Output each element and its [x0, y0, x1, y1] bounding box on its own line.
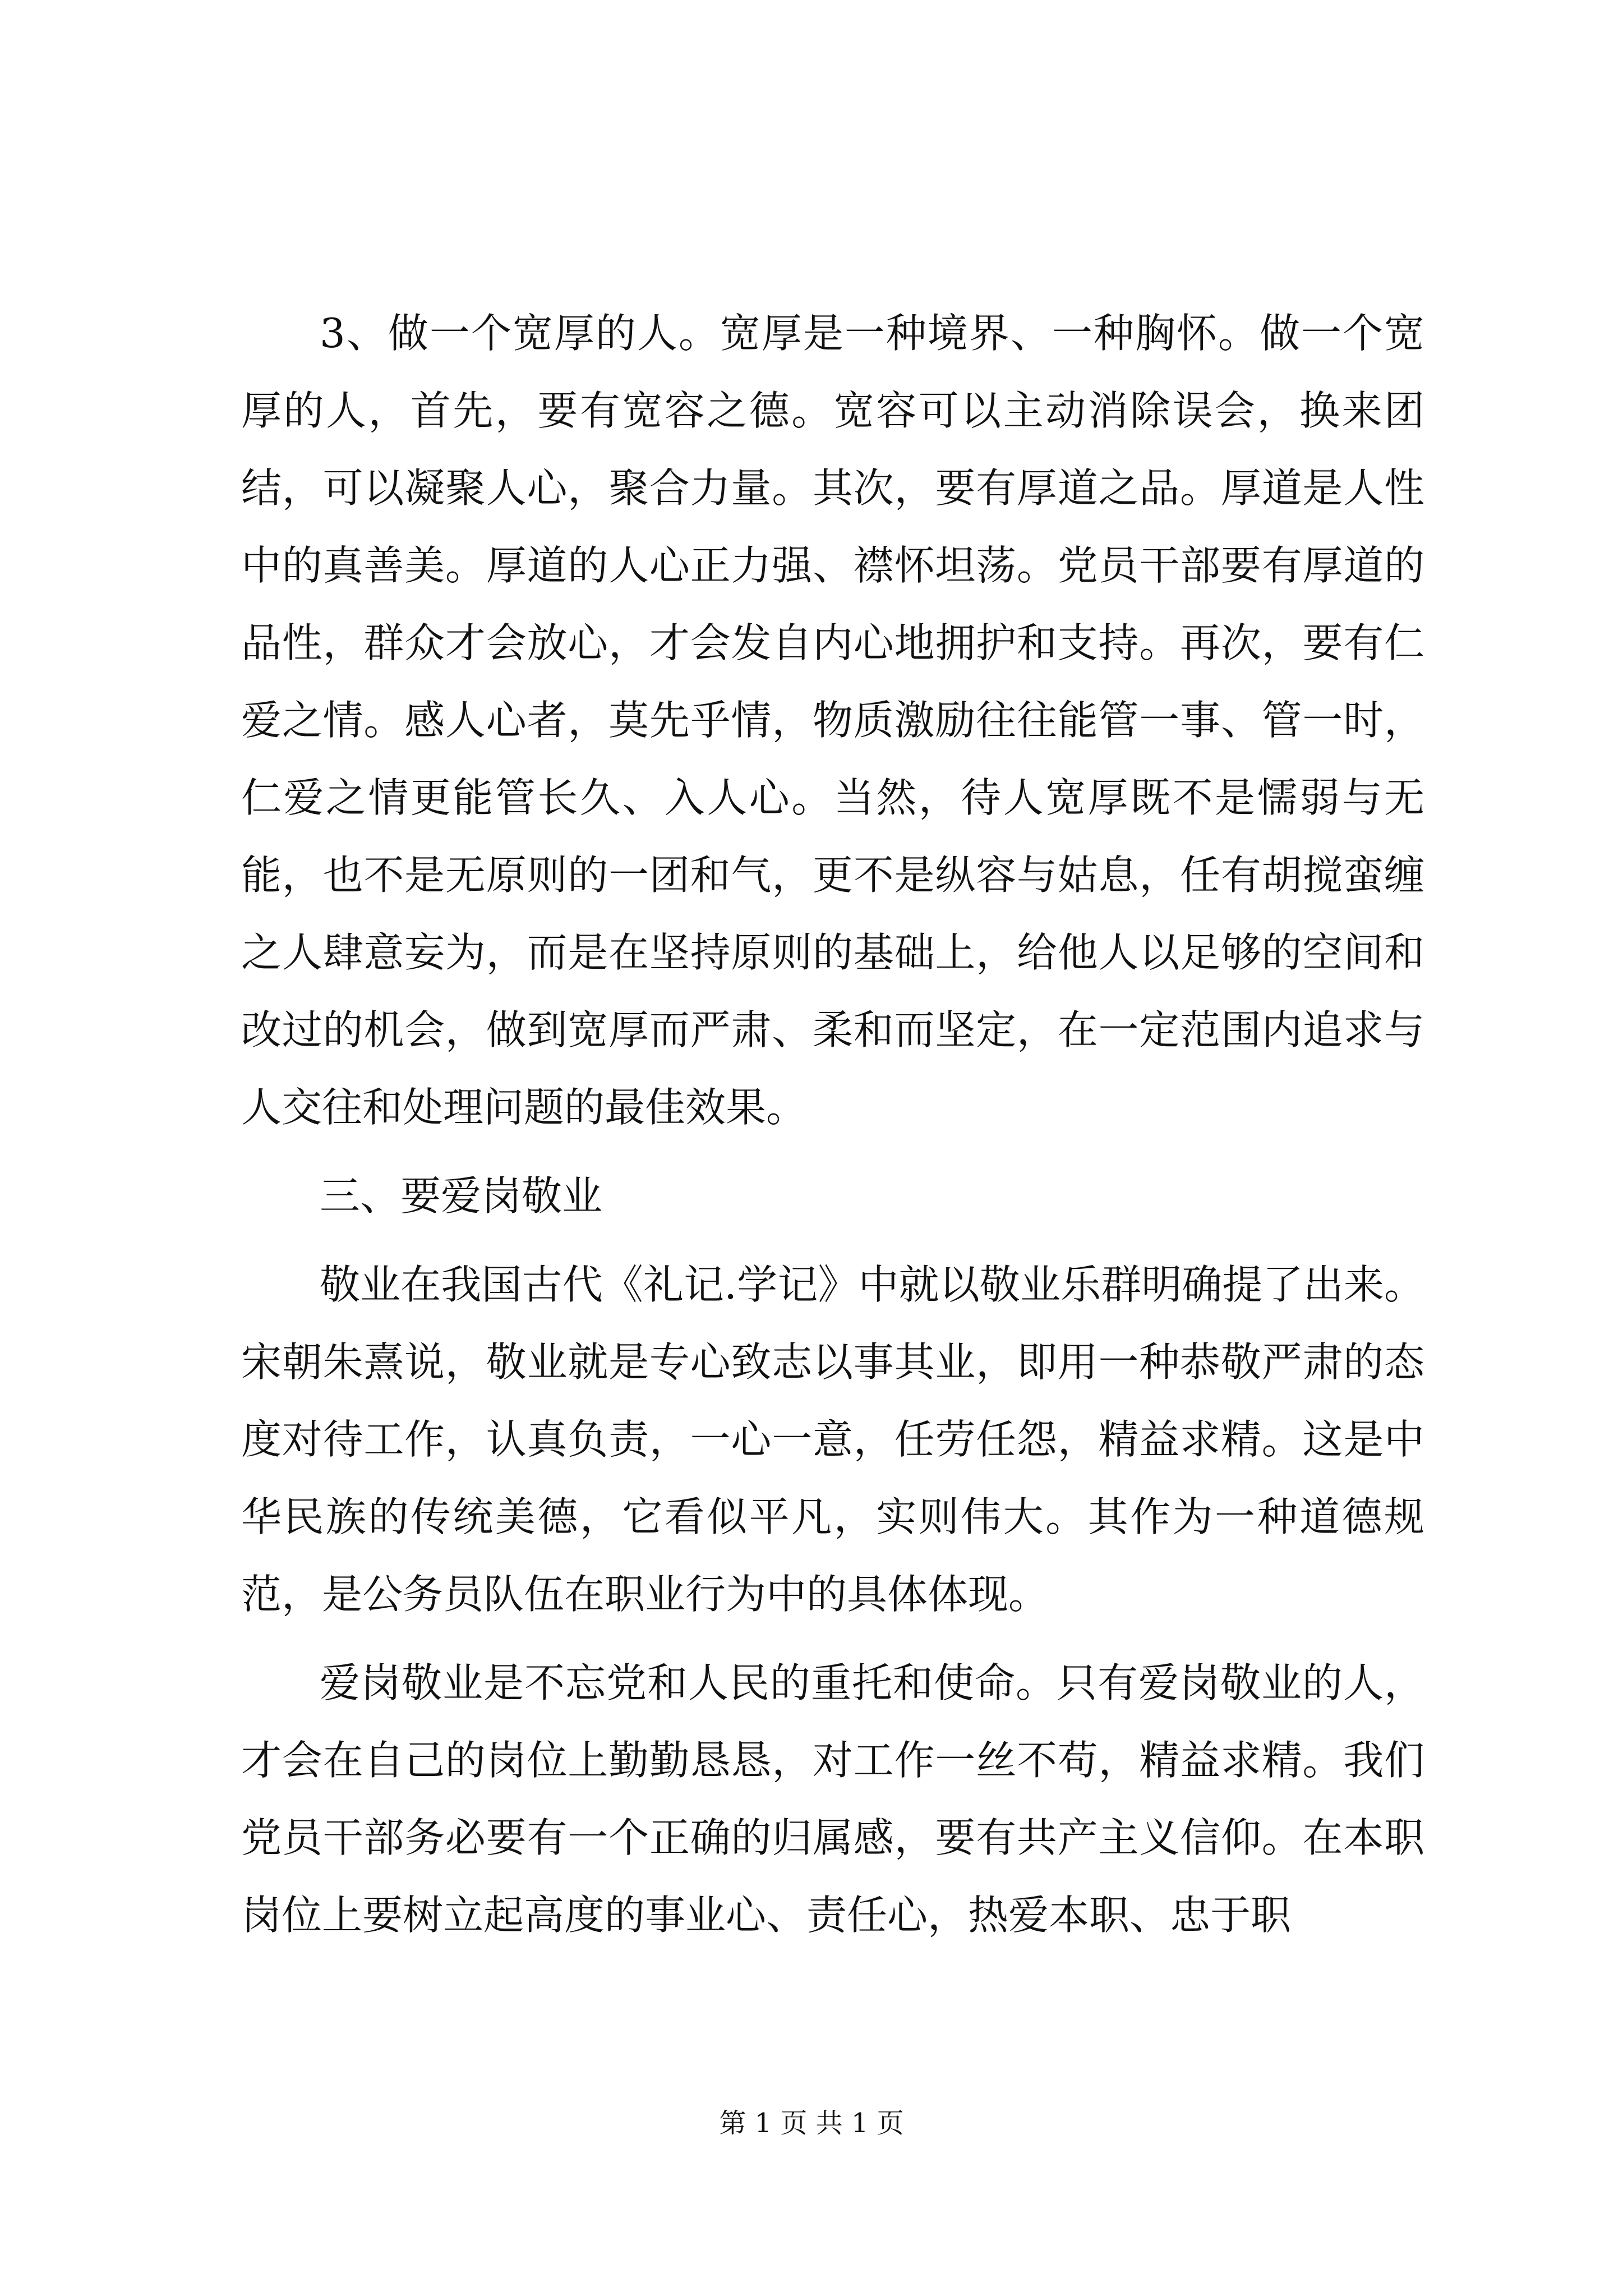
paragraph-spacer — [241, 1633, 1424, 1644]
paragraph-spacer — [241, 1146, 1424, 1157]
paragraph-broad-minded: 3、做一个宽厚的人。宽厚是一种境界、一种胸怀。做一个宽厚的人，首先，要有宽容之德。宽容可以主动消除误会，换来团结，可以凝聚人心，聚合力量。其次，要有厚道之品。厚道是人性中的真善美。厚道的人心正力强、襟怀坦荡。党员干部要有厚道的品性，群众才会放心，才会发自内心地拥护和支持。再次，要有仁爱之情。感人心者，莫先乎情，物质激励往往能管一事、管一时，仁爱之情更能管长久、入人心。当然，待人宽厚既不是懦弱与无能，也不是无原则的一团和气，更不是纵容与姑息，任有胡搅蛮缠之人肆意妄为，而是在坚持原则的基础上，给他人以足够的空间和改过的机会，做到宽厚而严肃、柔和而坚定，在一定范围内追求与人交往和处理问题的最佳效果。 — [241, 310, 1424, 1131]
page-footer: 第 1 页 共 1 页 — [719, 2108, 904, 2139]
paragraph-spacer — [241, 1235, 1424, 1246]
document-body — [241, 295, 1424, 1954]
paragraph-dedication-origin: 敬业在我国古代《礼记.学记》中就以敬业乐群明确提了出来。宋朝朱熹说，敬业就是专心致志以事其业，即用一种恭敬严肃的态度对待工作，认真负责，一心一意，任劳任怨，精益求精。这是中华民族的传统美德，它看似平凡，实则伟大。其作为一种道德规范，是公务员队伍在职业行为中的具体体现。 — [241, 1261, 1424, 1618]
paragraph-dedication-mission: 爱岗敬业是不忘党和人民的重托和使命。只有爱岗敬业的人，才会在自己的岗位上勤勤恳恳，对工作一丝不苟，精益求精。我们党员干部务必要有一个正确的归属感，要有共产主义信仰。在本职岗位上要树立起高度的事业心、责任心，热爱本职、忠于职 — [241, 1659, 1424, 1939]
section-heading-dedication: 三、要爱岗敬业 — [320, 1172, 603, 1220]
